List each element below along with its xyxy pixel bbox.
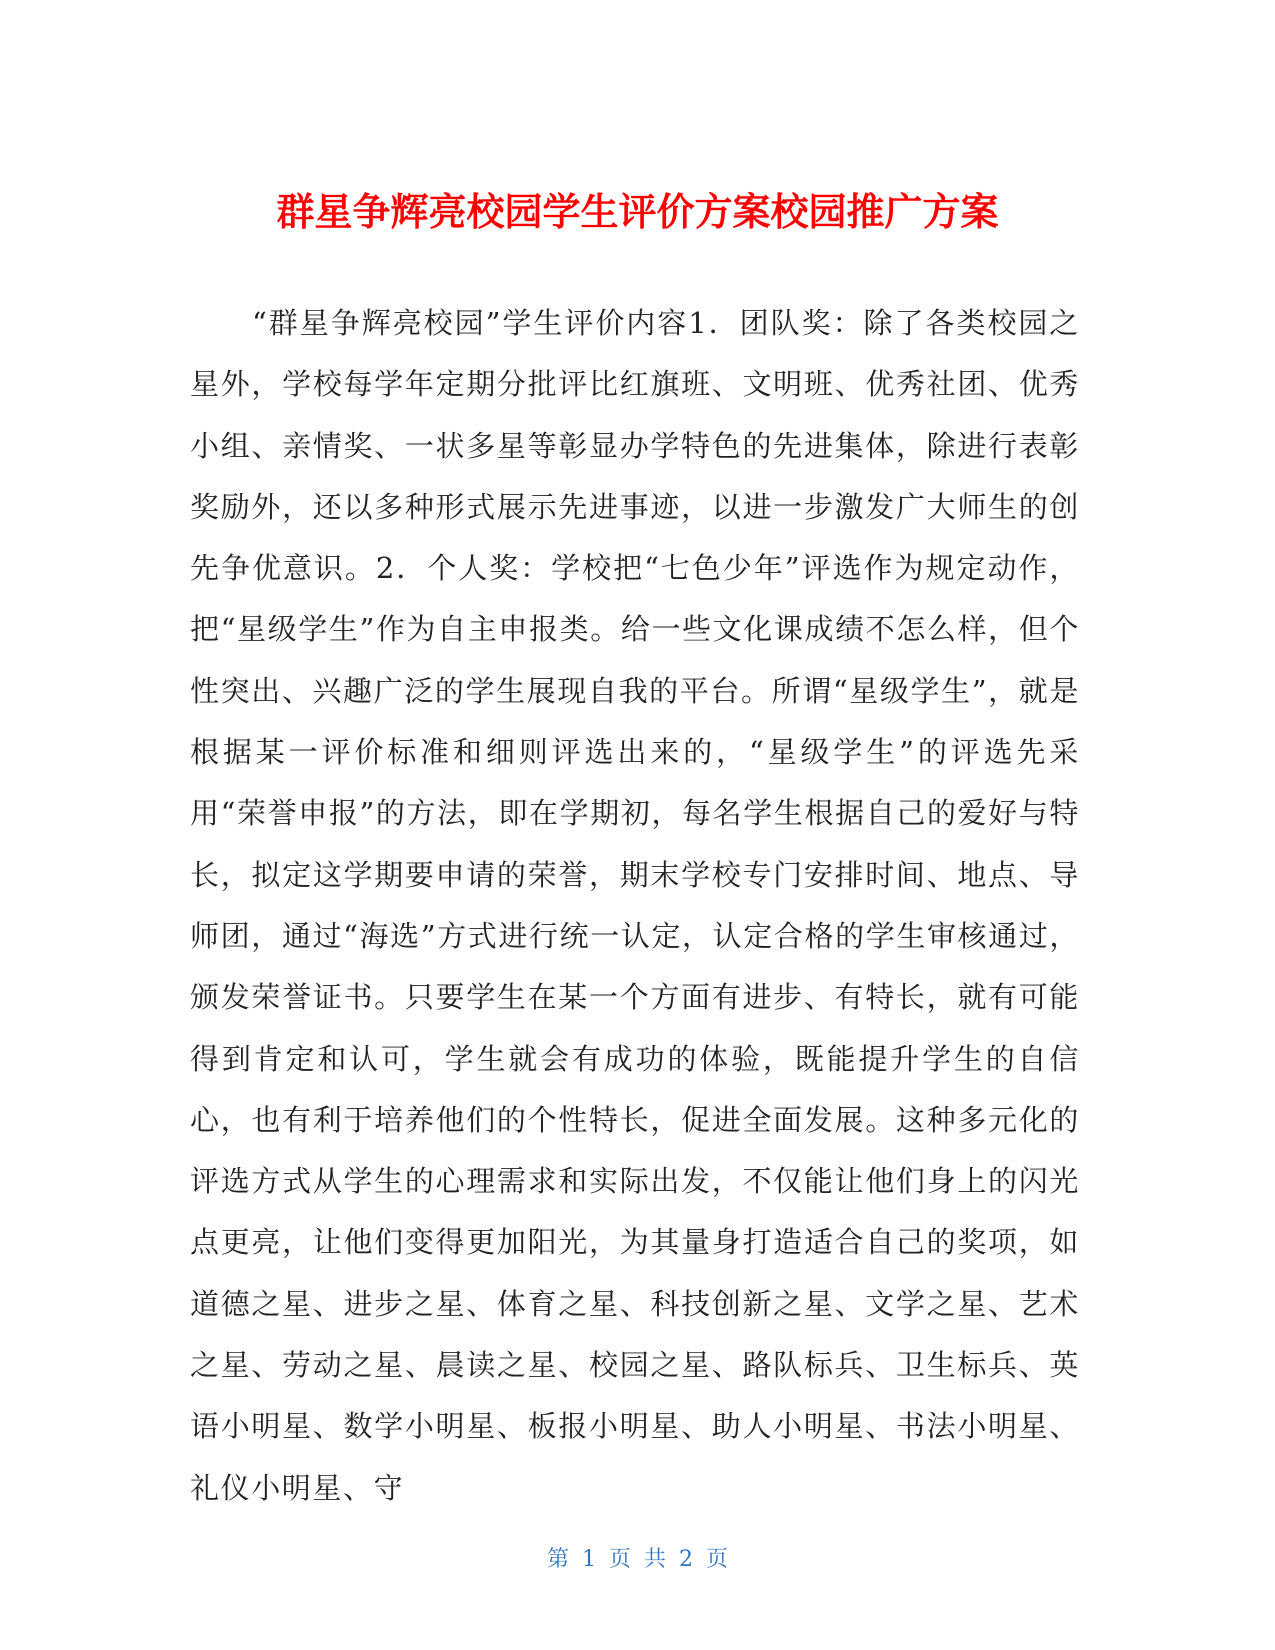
document-title: 群星争辉亮校园学生评价方案校园推广方案 (276, 190, 999, 235)
page-number-footer: 第 1 页 共 2 页 (547, 1547, 728, 1572)
document-body-paragraph: “群星争辉亮校园”学生评价内容1．团队奖：除了各类校园之星外，学校每学年定期分批评比红旗班、文明班、优秀社团、优秀小组、亲情奖、一状多星等彰显办学特色的先进集体，除进行表彰奖励外，还以多种形式展示先进事迹，以进一步激发广大师生的创先争优意识。2．个人奖：学校把“七色少年”评选作为规定动作，把“星级学生”作为自主申报类。给一些文化课成绩不怎么样，但个性突出、兴趣广泛的学生展现自我的平台。所谓“星级学生”，就是根据某一评价标准和细则评选出来的，“星级学生”的评选先采用“荣誉申报”的方法，即在学期初，每名学生根据自己的爱好与特长，拟定这学期要申请的荣誉，期末学校专门安排时间、地点、导师团，通过“海选”方式进行统一认定，认定合格的学生审核通过，颁发荣誉证书。只要学生在某一个方面有进步、有特长，就有可能得到肯定和认可，学生就会有成功的体验，既能提升学生的自信心，也有利于培养他们的个性特长，促进全面发展。这种多元化的评选方式从学生的心理需求和实际出发，不仅能让他们身上的闪光点更亮，让他们变得更加阳光，为其量身打造适合自己的奖项，如道德之星、进步之星、体育之星、科技创新之星、文学之星、艺术之星、劳动之星、晨读之星、校园之星、路队标兵、卫生标兵、英语小明星、数学小明星、板报小明星、助人小明星、书法小明星、礼仪小明星、守 (190, 306, 1080, 1505)
